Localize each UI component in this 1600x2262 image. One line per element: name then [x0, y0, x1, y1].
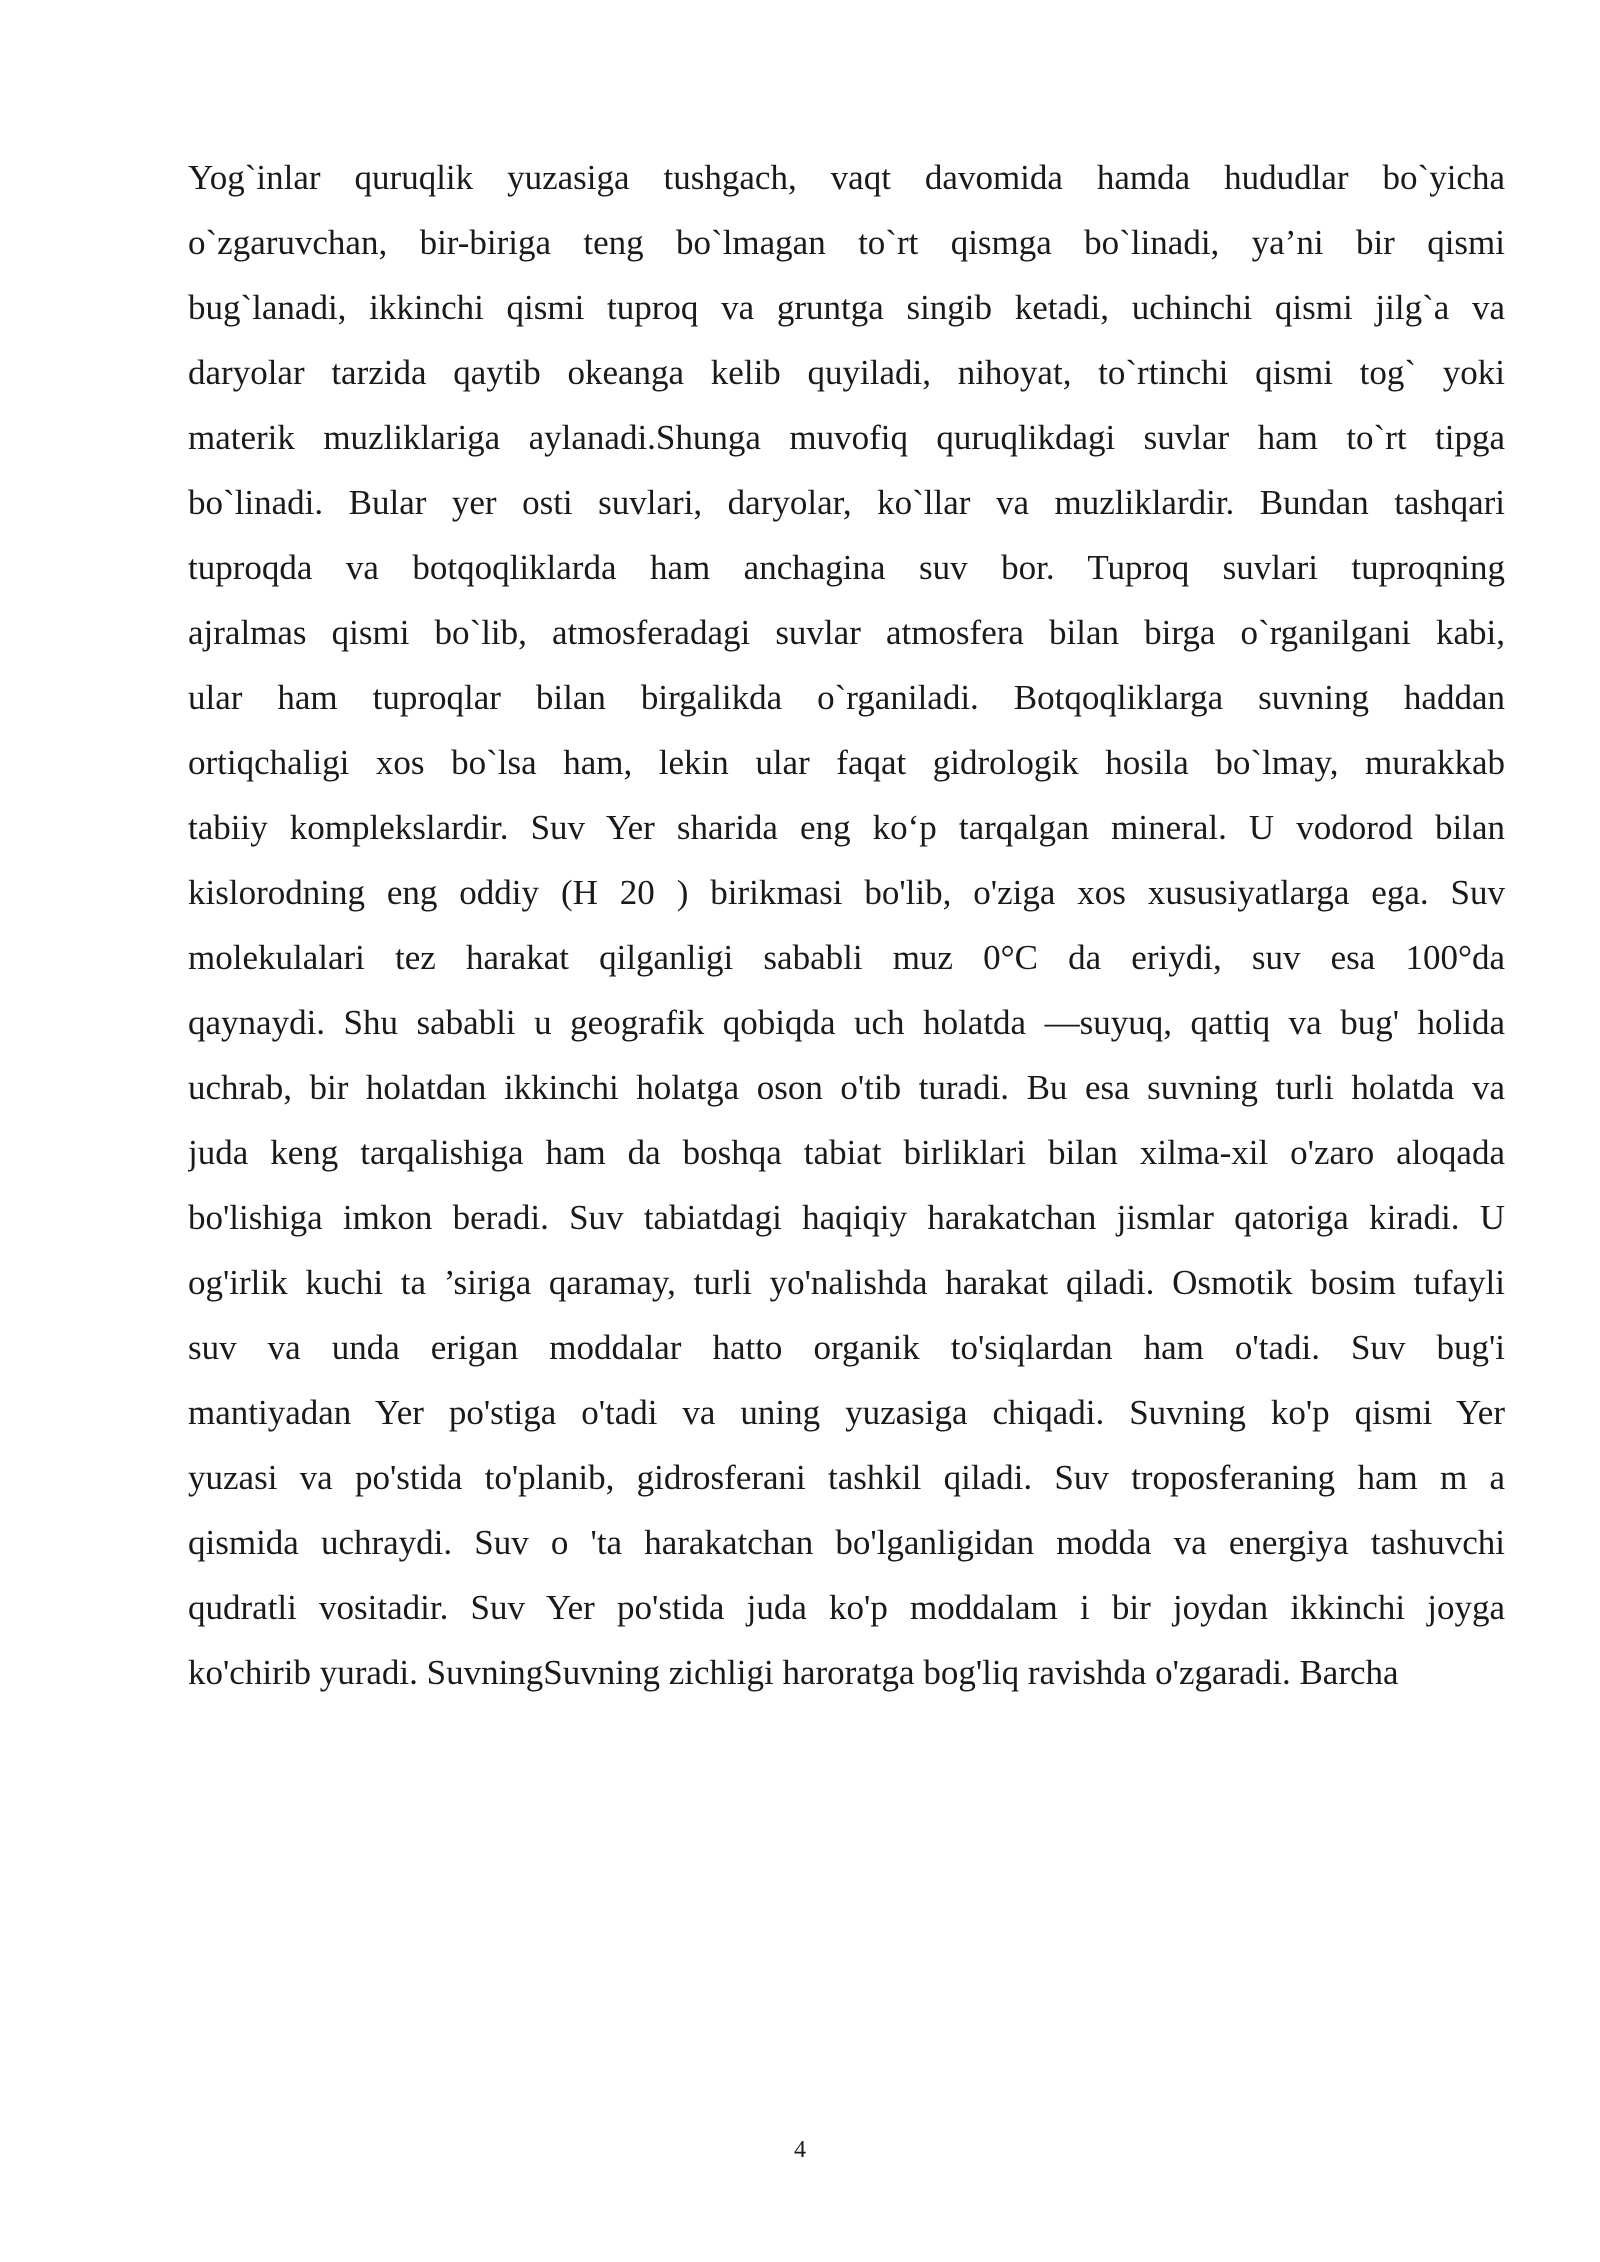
body-paragraph [188, 145, 1505, 1705]
text-line: qismida uchraydi. Suv o 'ta harakatchan bo'lganligidan modda va energiya tashuvchi [188, 1523, 1505, 1562]
text-line: ular ham tuproqlar bilan birgalikda o`rganiladi. Botqoqliklarga suvning haddan [188, 678, 1505, 717]
text-line: tabiiy komplekslardir. Suv Yer sharida eng ko‘p tarqalgan mineral. U vodorod bilan [188, 808, 1505, 847]
text-line: juda keng tarqalishiga ham da boshqa tabiat birliklari bilan xilma-xil o'zaro aloqada [188, 1133, 1505, 1172]
text-line: ko'chirib yuradi. SuvningSuvning zichligi haroratga bog'liq ravishda o'zgaradi. Barcha [188, 1653, 1399, 1692]
text-line: o`zgaruvchan, bir-biriga teng bo`lmagan to`rt qismga bo`linadi, ya’ni bir qismi [188, 223, 1505, 262]
text-line: bug`lanadi, ikkinchi qismi tuproq va gruntga singib ketadi, uchinchi qismi jilg`a va [188, 288, 1505, 327]
text-line: yuzasi va po'stida to'planib, gidrosferani tashkil qiladi. Suv troposferaning ham m a [188, 1458, 1505, 1497]
text-line: molekulalari tez harakat qilganligi sababli muz 0°C da eriydi, suv esa 100°da [188, 938, 1505, 977]
text-line: ajralmas qismi bo`lib, atmosferadagi suvlar atmosfera bilan birga o`rganilgani kabi, [188, 613, 1505, 652]
text-line: suv va unda erigan moddalar hatto organik to'siqlardan ham o'tadi. Suv bug'i [188, 1328, 1505, 1367]
text-line: bo`linadi. Bular yer osti suvlari, daryolar, ko`llar va muzliklardir. Bundan tashqari [188, 483, 1505, 522]
text-line: qudratli vositadir. Suv Yer po'stida juda ko'p moddalam i bir joydan ikkinchi joyga [188, 1588, 1505, 1627]
text-line: mantiyadan Yer po'stiga o'tadi va uning yuzasiga chiqadi. Suvning ko'p qismi Yer [188, 1393, 1505, 1432]
text-line: Yog`inlar quruqlik yuzasiga tushgach, vaqt davomida hamda hududlar bo`yicha [188, 158, 1505, 197]
text-line: materik muzliklariga aylanadi.Shunga muvofiq quruqlikdagi suvlar ham to`rt tipga [188, 418, 1505, 457]
text-line: tuproqda va botqoqliklarda ham anchagina suv bor. Tuproq suvlari tuproqning [188, 548, 1505, 587]
text-line: bo'lishiga imkon beradi. Suv tabiatdagi haqiqiy harakatchan jismlar qatoriga kiradi. U [188, 1198, 1505, 1237]
text-line: og'irlik kuchi ta ’siriga qaramay, turli yo'nalishda harakat qiladi. Osmotik bosim tufayli [188, 1263, 1505, 1302]
text-line: uchrab, bir holatdan ikkinchi holatga oson o'tib turadi. Bu esa suvning turli holatda va [188, 1068, 1505, 1107]
text-line: ortiqchaligi xos bo`lsa ham, lekin ular faqat gidrologik hosila bo`lmay, murakkab [188, 743, 1505, 782]
text-line: kislorodning eng oddiy (H 20 ) birikmasi bo'lib, o'ziga xos xususiyatlarga ega. Suv [188, 873, 1505, 912]
page-number: 4 [794, 2137, 806, 2163]
text-line: qaynaydi. Shu sababli u geografik qobiqda uch holatda —suyuq, qattiq va bug' holida [188, 1003, 1505, 1042]
text-line: daryolar tarzida qaytib okeanga kelib quyiladi, nihoyat, to`rtinchi qismi tog` yoki [188, 353, 1505, 392]
